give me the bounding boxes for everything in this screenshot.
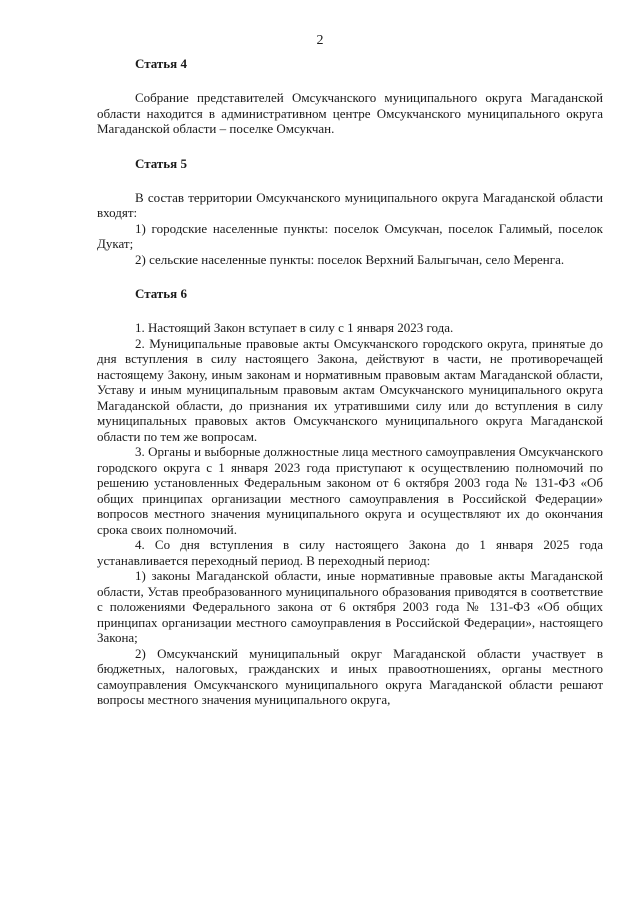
article-5-paragraph-3: 2) сельские населенные пункты: поселок Верхний Балыгычан, село Меренга. [135,251,565,267]
article-4 [97,56,603,137]
article-4-heading: Статья 4 [135,56,187,71]
article-6-paragraph-1: 1. Настоящий Закон вступает в силу с 1 января 2023 года. [135,320,454,335]
article-6-paragraph-3: 3. Органы и выборные должностные лица местного самоуправления Омсукчанского городского округа с 1 января 2023 года приступают к осуществлению полномочий по решению установленных Федеральным законом от 6 октября 2003 года № 131-ФЗ «Об общих принципах организации местного самоуправления в Российской Федерации» вопросов местного значения муниципального округа и осуществляют их до окончания срока своих полномочий. [97,444,603,537]
article-6-paragraph-2: 2. Муниципальные правовые акты Омсукчанского городского округа, принятые до дня вступления в силу настоящего Закона, действуют в части, не противоречащей настоящему Закону, иным законам и нормативным правовым актам Магаданской области, Уставу и иным муниципальным правовым актам Омсукчанского муниципального округа Магаданской области, до признания их утратившими силу или до вступления в силу муниципальных правовых актов Омсукчанского муниципального округа Магаданской области по тем же вопросам. [97,335,603,444]
article-6 [97,286,603,708]
article-5-heading: Статья 5 [135,155,187,171]
article-6-paragraph-5: 1) законы Магаданской области, иные нормативные правовые акты Магаданской области, Устав преобразованного муниципального образования приводятся в соответствие с положениями Федерального закона от 6 октября 2003 года № 131-ФЗ «Об общих принципах организации местного самоуправления в Российской Федерации», настоящего Закона; [97,568,603,645]
article-4-paragraph-1: Собрание представителей Омсукчанского муниципального округа Магаданской области находится в административном центре Омсукчанского муниципального округа Магаданской области – поселке Омсукчан. [97,90,603,136]
article-5 [97,156,603,268]
article-5-paragraph-1: В состав территории Омсукчанского муниципального округа Магаданской области входят: [97,189,603,220]
article-6-paragraph-4: 4. Со дня вступления в силу настоящего Закона до 1 января 2025 года устанавливается переходный период. В переходный период: [97,537,603,568]
document-body [97,56,603,708]
article-5-paragraph-2: 1) городские населенные пункты: поселок Омсукчан, поселок Галимый, поселок Дукат; [97,220,603,251]
page-number: 2 [316,33,324,48]
article-6-heading: Статья 6 [135,286,187,301]
article-6-paragraph-6: 2) Омсукчанский муниципальный округ Магаданской области участвует в бюджетных, налоговых, гражданских и иных правоотношениях, органы местного самоуправления Омсукчанского муниципального округа Магаданской области решают вопросы местного значения муниципального округа, [97,645,603,707]
